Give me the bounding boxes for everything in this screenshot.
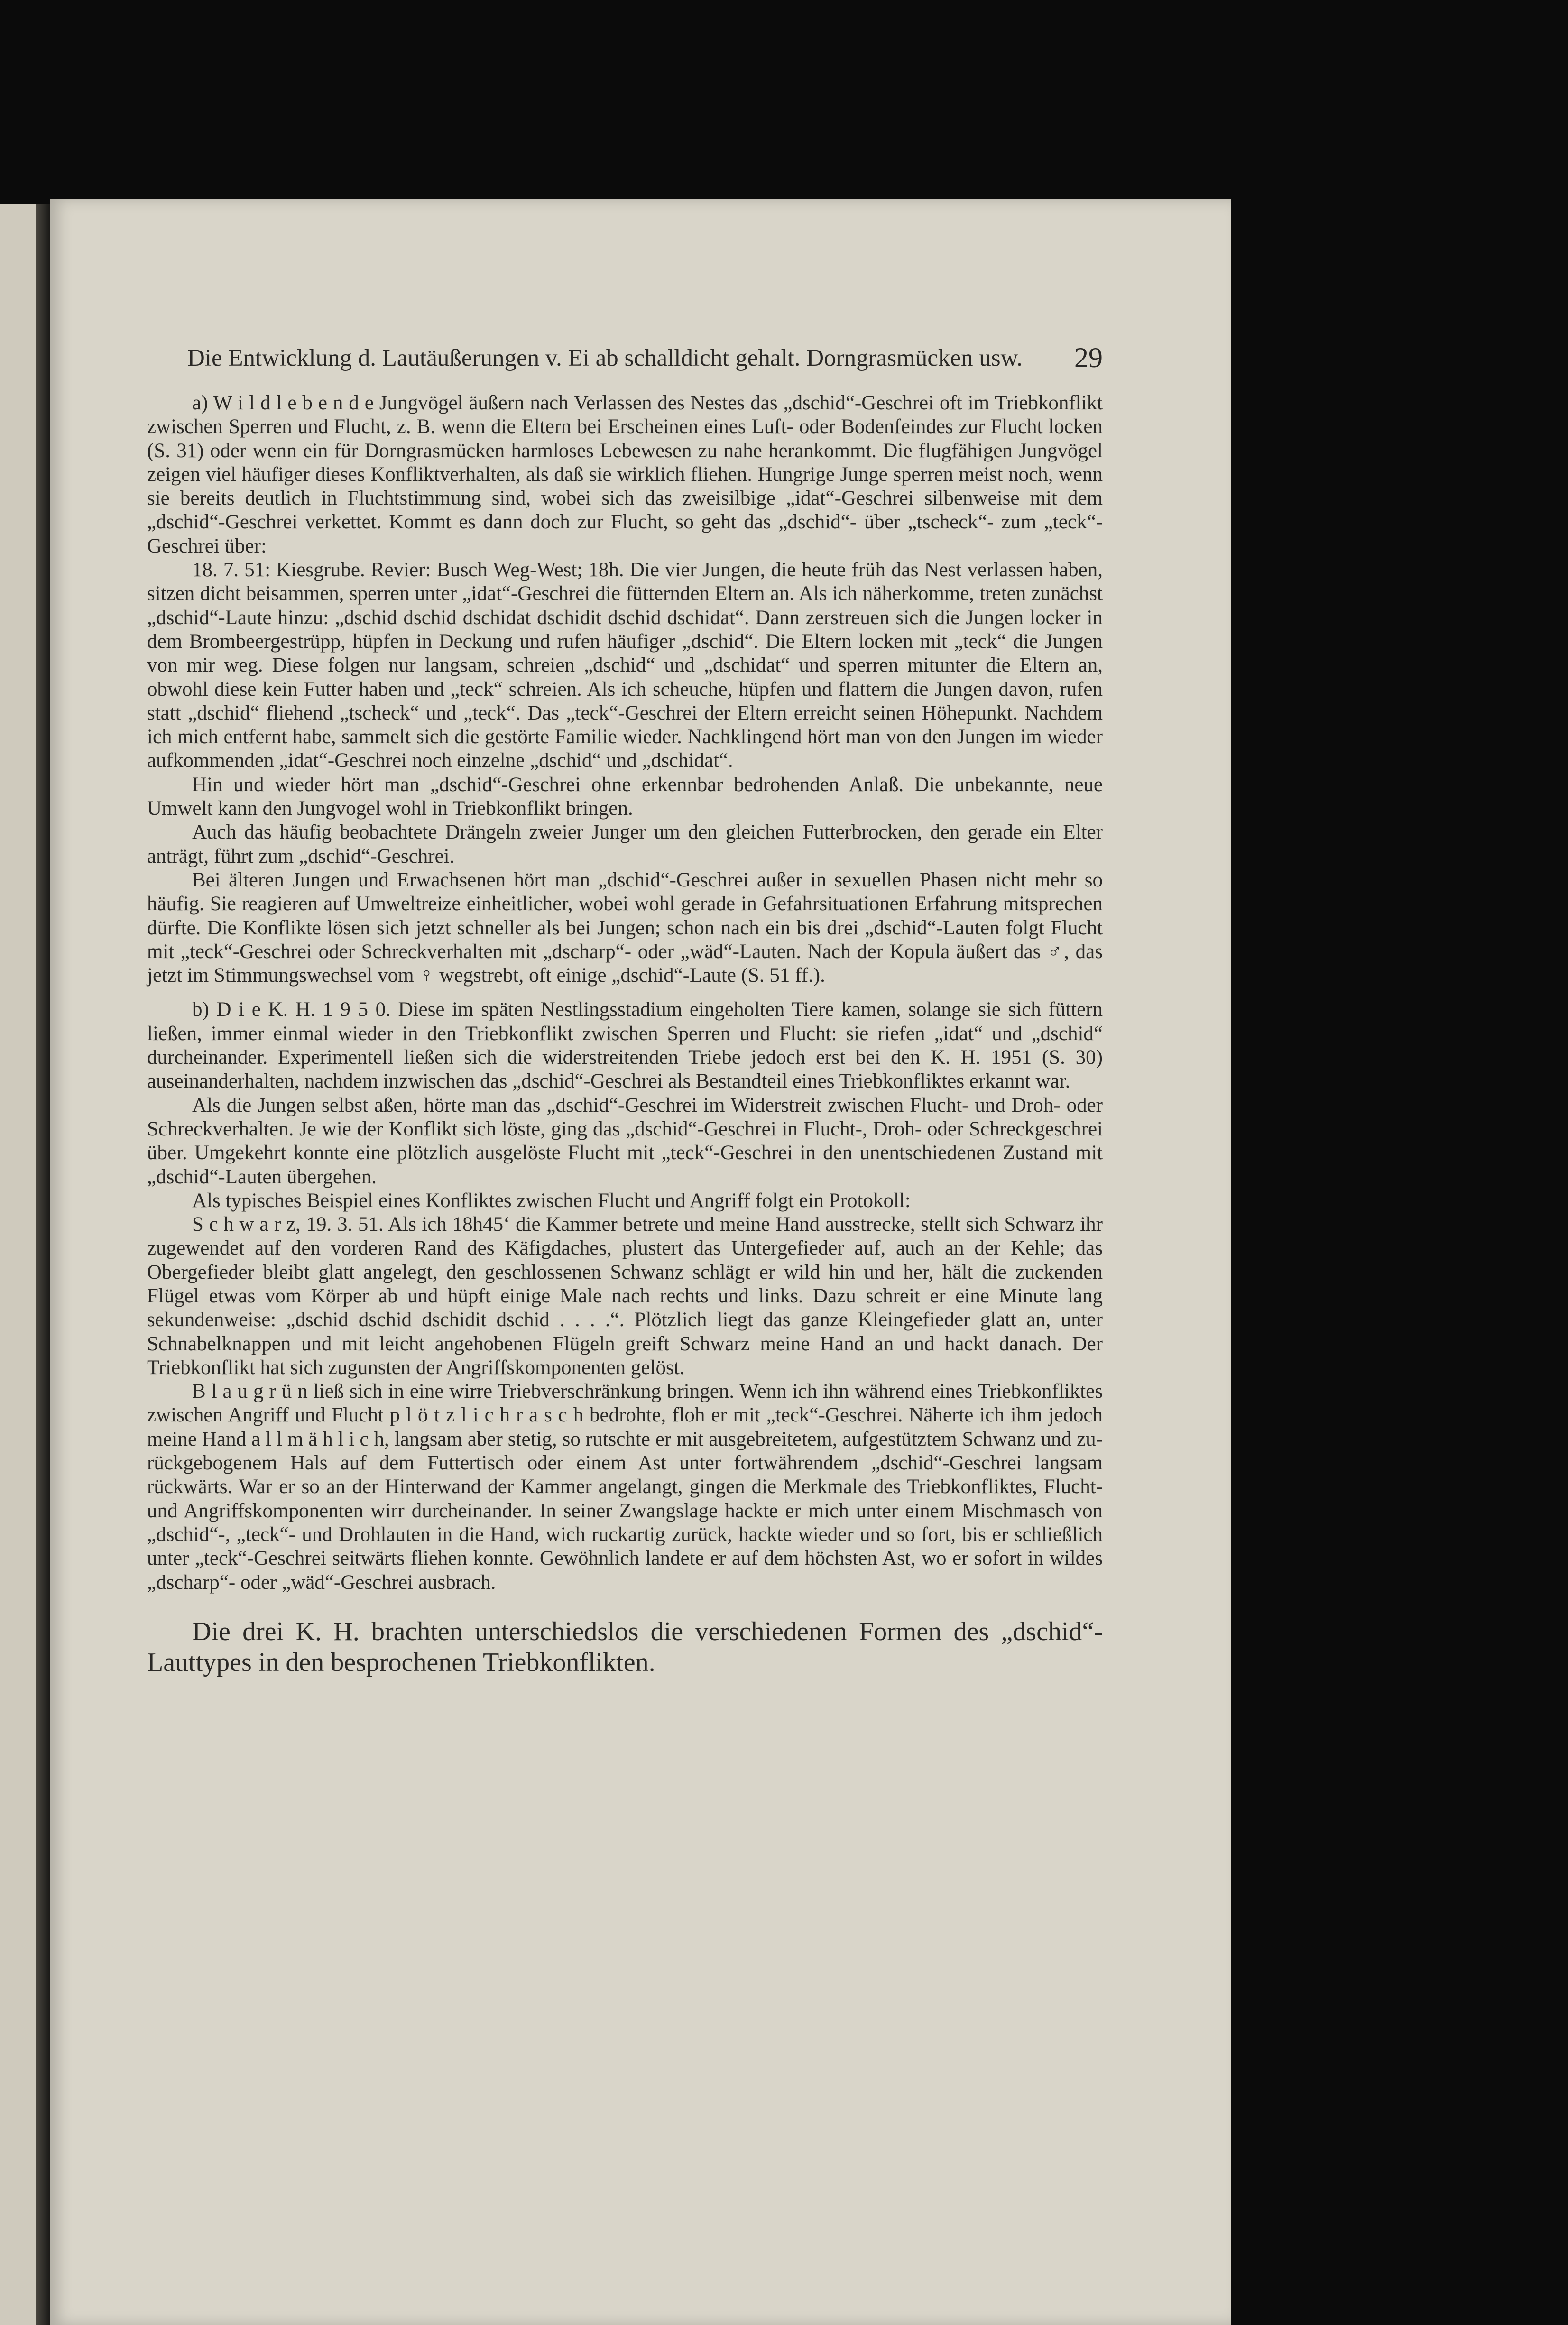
- paragraph-draengeln: Auch das häufig beobachtete Drängeln zweier Junger um den gleichen Futterbrocken, den gerade ein Elter anträgt, führt zum „dschid“-Geschrei.: [147, 821, 1103, 867]
- paragraph-wildlebende: a) W i l d l e b e n d e Jungvögel äußern nach Verlassen des Nestes das „dschid“-Geschrei oft im Triebkonflikt zwischen Sperren und Flucht, z. B. wenn die Eltern bei Erscheinen eines Luft- oder Bodenfeindes zur Flucht locken (S. 31) oder wenn ein für Dorngrasmücken harmloses Lebewesen zu nahe herankommt. Die flugfähigen Jungvögel zeigen viel häufiger dieses Konfliktverhalten, als daß sie wirklich fliehen. Hungrige Junge sperren meist noch, wenn sie bereits deutlich in Fluchtstimmung sind, wobei sich das zweisilbige „idat“-Geschrei silbenweise mit dem „dschid“-Geschrei verkettet. Kommt es dann doch zur Flucht, so geht das „dschid“- über „tscheck“- zum „teck“-Geschrei über:: [147, 392, 1103, 557]
- paragraph-protocol-kiesgrube: 18. 7. 51: Kiesgrube. Revier: Busch Weg-West; 18h. Die vier Jungen, die heute früh das Nest verlassen haben, sitzen dicht beisammen, sperren unter „idat“-Geschrei die fütternden Eltern an. Als ich näherkomme, treten zunächst „dschid“-Laute hinzu: „dschid dschid dschidat dschidit dschid dschidat“. Dann zerstreuen sich die Jungen locker in dem Brombeergestrüpp, hüpfen in Deckung und rufen häufiger „dschid“. Die Eltern locken mit „teck“ die Jungen von mir weg. Diese folgen nur langsam, schreien „dschid“ und „dschidat“ und sperren mitunter die Eltern an, obwohl diese kein Futter haben und „teck“ schreien. Als ich scheuche, hüpfen und flattern die Jungen davon, rufen statt „dschid“ fliehend „tscheck“ und „teck“. Das „teck“-Geschrei der Eltern erreicht seinen Höhepunkt. Nachdem ich mich entfernt habe, sammelt sich die gestörte Familie wieder. Nachklingend hört man von den Jungen im wieder aufkommenden „idat“-Geschrei noch einzelne „dschid“ und „dschidat“.: [147, 559, 1103, 772]
- paragraph-kh-1950: b) D i e K. H. 1 9 5 0. Diese im späten Nestlingsstadium eingeholten Tiere kamen, solange sie sich füttern ließen, immer einmal wieder in den Triebkonflikt zwischen Sperren und Flucht: sie riefen „idat“ und „dschid“ durcheinander. Experimentell ließen sich die widerstreitenden Triebe jedoch erst bei den K. H. 1951 (S. 30) auseinanderhalten, nachdem inzwischen das „dschid“-Geschrei als Bestandteil eines Triebkonfliktes erkannt war.: [147, 998, 1103, 1093]
- running-title: Die Entwicklung d. Lautäußerungen v. Ei ab schalldicht gehalt. Dorngrasmücken usw.: [187, 345, 1023, 371]
- paragraph-jungen-assen: Als die Jungen selbst aßen, hörte man das „dschid“-Geschrei im Widerstreit zwischen Flucht- und Droh- oder Schreckverhalten. Je wie der Konflikt sich löste, ging das „dschid“-Geschrei in Flucht-, Droh- oder Schreckgeschrei über. Umgekehrt konnte eine plötzlich ausgelöste Flucht mit „teck“-Geschrei in den unentschiedenen Zustand mit „dschid“-Lauten übergehen.: [147, 1094, 1103, 1188]
- paragraph-anlass: Hin und wieder hört man „dschid“-Geschrei ohne erkennbar bedrohenden Anlaß. Die unbekannte, neue Umwelt kann den Jungvogel wohl in Triebkonflikt bringen.: [147, 773, 1103, 820]
- book-gutter: [36, 204, 50, 2325]
- paragraph-blaugruen: B l a u g r ü n ließ sich in eine wirre Triebverschränkung bringen. Wenn ich ihn während eines Triebkonfliktes zwischen Angriff und Flucht p l ö t z l i c h r a s c h bedrohte, floh er mit „teck“-Geschrei. Näherte ich ihm jedoch meine Hand a l l m ä h l i c h, langsam aber stetig, so rutschte er mit ausgebreitetem, aufgestütztem Schwanz und zurückgebogenem Hals auf dem Futtertisch oder einem Ast unter fortwährendem „dschid“-Geschrei langsam rückwärts. War er so an der Hinterwand der Kammer angelangt, gingen die Merkmale des Triebkonfliktes, Flucht- und Angriffskomponenten wirr durcheinander. In seiner Zwangslage hackte er mich unter einem Mischmasch von „dschid“-, „teck“- und Drohlauten in die Hand, wich ruckartig zurück, hackte wieder und so fort, bis er schließlich unter „teck“-Geschrei seitwärts fliehen konnte. Gewöhnlich landete er auf dem höchsten Ast, wo er sofort in wildes „dscharp“- oder „wäd“-Geschrei ausbrach.: [147, 1380, 1103, 1594]
- page-number: 29: [1074, 342, 1103, 373]
- facing-page-edge: [0, 204, 36, 2325]
- book-page: [50, 199, 1231, 2325]
- summary-paragraph: Die drei K. H. brachten unterschiedslos die verschiedenen Formen des „dschid“-Lauttypes in den besprochenen Triebkonflikten.: [147, 1616, 1103, 1677]
- paragraph-typisches-beispiel: Als typisches Beispiel eines Konfliktes zwischen Flucht und Angriff folgt ein Protokoll:: [192, 1189, 911, 1212]
- running-header: [187, 344, 1103, 372]
- paragraph-schwarz-protocol: S c h w a r z, 19. 3. 51. Als ich 18h45‘ die Kammer betrete und meine Hand ausstrecke, stellt sich Schwarz ihr zugewendet auf den vorderen Rand des Käfigdaches, plustert das Untergefieder auf, auch an der Kehle; das Obergefieder bleibt glatt angelegt, den geschlossenen Schwanz schlägt er wild hin und her, hält die zuckenden Flügel etwas vom Körper ab und hüpft einige Male nach rechts und links. Dazu schreit er eine Minute lang sekundenweise: „dschid dschid dschidit dschid . . . .“. Plötzlich liegt das ganze Kleingefieder glatt an, unter Schnabelknappen und mit leicht angehobenen Flügeln greift Schwarz meine Hand an und hackt danach. Der Triebkonflikt hat sich zugunsten der Angriffskomponenten gelöst.: [147, 1213, 1103, 1379]
- body-text: [147, 391, 1103, 1678]
- paragraph-aeltere-jungen: Bei älteren Jungen und Erwachsenen hört man „dschid“-Geschrei außer in sexuellen Phasen nicht mehr so häufig. Sie reagieren auf Umweltreize einheitlicher, wobei wohl gerade in Gefahrsituationen Erfahrung mitsprechen dürfte. Die Konflikte lösen sich jetzt schneller als bei Jungen; schon nach ein bis drei „dschid“-Lauten folgt Flucht mit „teck“-Geschrei oder Schreckverhalten mit „dscharp“- oder „wäd“-Lauten. Nach der Kopula äußert das ♂, das jetzt im Stimmungswechsel vom ♀ wegstrebt, oft einige „dschid“-Laute (S. 51 ff.).: [147, 868, 1103, 987]
